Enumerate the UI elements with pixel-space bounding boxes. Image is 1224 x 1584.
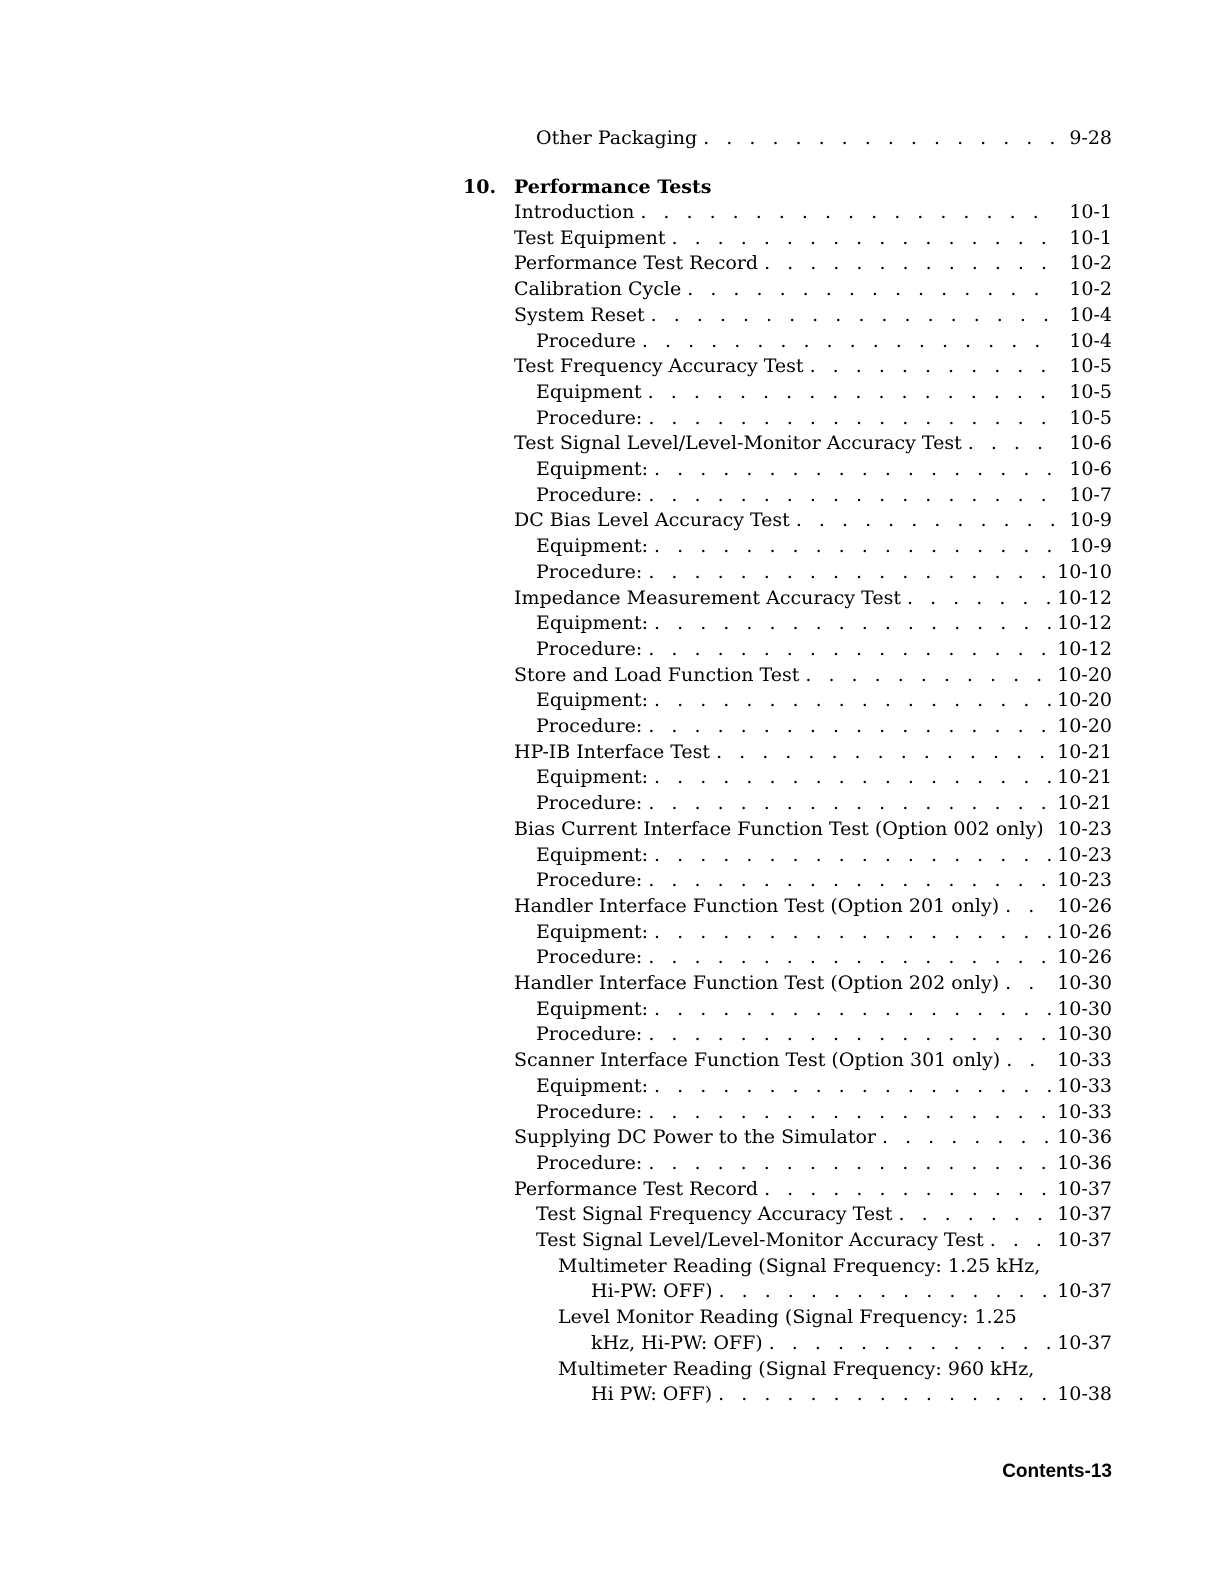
toc-entry-page: 9-28 (1069, 127, 1112, 149)
toc-entry[interactable] (514, 354, 1112, 379)
toc-entry[interactable] (514, 1048, 1112, 1073)
dot-leader (719, 1279, 1052, 1304)
toc-entry-title-line1[interactable]: Multimeter Reading (Signal Frequency: 960 kHz, (558, 1357, 1035, 1380)
toc-entry-title: Supplying DC Power to the Simulator (514, 1126, 876, 1149)
toc-entry-title: Equipment: (536, 766, 649, 789)
dot-leader (716, 740, 1051, 765)
toc-entry[interactable] (536, 329, 1112, 354)
toc-entry[interactable] (536, 406, 1112, 431)
toc-entry-page: 10-26 (1057, 894, 1112, 917)
toc-entry-title: Procedure: (536, 637, 643, 660)
toc-entry-page: 10-2 (1069, 252, 1112, 275)
toc-entry[interactable] (536, 1022, 1112, 1047)
dot-leader (648, 637, 1051, 662)
toc-entry-page: 10-37 (1057, 1203, 1112, 1226)
toc-entry-title: HP-IB Interface Test (514, 740, 711, 763)
toc-entry[interactable] (536, 714, 1112, 739)
toc-entry[interactable] (514, 508, 1112, 533)
toc-entry[interactable] (536, 868, 1112, 893)
toc-entry[interactable] (514, 894, 1112, 919)
toc-entry[interactable] (536, 560, 1112, 585)
toc-entry-title: Procedure: (536, 406, 643, 429)
toc-entry-title-line1[interactable]: Level Monitor Reading (Signal Frequency: 1.25 (558, 1306, 1017, 1329)
toc-entry-page: 10-30 (1057, 1023, 1112, 1046)
toc-entry[interactable] (514, 431, 1112, 456)
toc-entry-title: Procedure: (536, 792, 643, 815)
dot-leader (687, 277, 1056, 302)
toc-entry-page: 10-4 (1069, 329, 1112, 352)
toc-entry[interactable] (536, 534, 1112, 559)
dot-leader (648, 380, 1056, 405)
toc-entry-page: 10-10 (1057, 560, 1112, 583)
toc-entry-page: 10-4 (1069, 303, 1112, 326)
toc-entry-page: 10-23 (1057, 817, 1112, 840)
dot-leader (1005, 971, 1051, 996)
toc-entry[interactable] (514, 663, 1112, 688)
toc-entry-title-line1[interactable]: Multimeter Reading (Signal Frequency: 1.25 kHz, (558, 1254, 1041, 1277)
toc-entry-page: 10-36 (1057, 1151, 1112, 1174)
dot-leader (1006, 1048, 1051, 1073)
dot-leader (968, 431, 1056, 456)
toc-entry[interactable] (514, 303, 1112, 328)
toc-entry-page: 10-20 (1057, 663, 1112, 686)
dot-leader (764, 1177, 1051, 1202)
toc-entry[interactable] (536, 457, 1112, 482)
toc-entry-title: Store and Load Function Test (514, 663, 800, 686)
toc-entry[interactable] (514, 1125, 1112, 1150)
toc-entry-page: 10-26 (1057, 920, 1112, 943)
toc-entry-title: Calibration Cycle (514, 278, 682, 301)
toc-entry-page: 10-38 (1057, 1383, 1112, 1406)
dot-leader (990, 1228, 1051, 1253)
toc-entry-page: 10-1 (1069, 226, 1112, 249)
toc-entry-title: Equipment: (536, 612, 649, 635)
toc-entry[interactable] (514, 226, 1112, 251)
toc-entry-title: Equipment: (536, 458, 649, 480)
toc-entry[interactable] (536, 611, 1112, 636)
toc-entry-page: 10-1 (1069, 201, 1112, 223)
toc-entry[interactable] (536, 843, 1112, 868)
toc-entry-page: 10-6 (1069, 458, 1112, 480)
toc-entry[interactable] (536, 1074, 1112, 1099)
chapter-number: 10. (463, 176, 497, 198)
toc-entry[interactable] (514, 200, 1112, 225)
dot-leader (648, 791, 1051, 816)
toc-entry[interactable] (514, 1177, 1112, 1202)
toc-entry[interactable] (536, 1202, 1112, 1227)
toc-entry-page: 10-21 (1057, 792, 1112, 815)
toc-entry-page: 10-5 (1069, 406, 1112, 429)
toc-entry-title: Procedure: (536, 560, 643, 583)
toc-entry-page: 10-20 (1057, 715, 1112, 737)
toc-entry[interactable] (514, 277, 1112, 302)
dot-leader (654, 843, 1051, 868)
toc-entry-page: 10-21 (1057, 766, 1112, 789)
toc-entry-page: 10-30 (1057, 972, 1112, 994)
page-footer: Contents-13 (1002, 1461, 1112, 1482)
toc-entry-page: 10-21 (1057, 740, 1112, 763)
dot-leader (769, 1331, 1052, 1356)
toc-entry-page: 10-5 (1069, 355, 1112, 378)
toc-entry-carryover[interactable] (536, 126, 1112, 151)
toc-entry-title: Procedure (536, 329, 636, 352)
dot-leader (810, 354, 1056, 379)
toc-entry-page: 10-9 (1069, 509, 1112, 532)
toc-entry-title-line2: Hi PW: OFF) (591, 1383, 713, 1406)
dot-leader (648, 714, 1051, 739)
dot-leader (648, 868, 1051, 893)
toc-entry-page: 10-12 (1057, 612, 1112, 635)
toc-entry-title: Handler Interface Function Test (Option 202 only) (514, 972, 1000, 994)
dot-leader (648, 1151, 1051, 1176)
toc-entry-title: Equipment: (536, 997, 649, 1020)
toc-entry-page: 10-5 (1069, 380, 1112, 403)
toc-entry[interactable] (536, 765, 1112, 790)
toc-entry-page: 10-37 (1057, 1331, 1112, 1354)
dot-leader (764, 251, 1056, 276)
toc-entry-page: 10-26 (1057, 946, 1112, 969)
dot-leader (640, 200, 1056, 225)
toc-entry-title: Procedure: (536, 1100, 643, 1123)
toc-entry-title-line2: kHz, Hi-PW: OFF) (591, 1331, 763, 1354)
toc-entry-page: 10-33 (1057, 1074, 1112, 1097)
toc-entry[interactable] (536, 791, 1112, 816)
dot-leader (907, 586, 1051, 611)
dot-leader (805, 663, 1051, 688)
dot-leader (654, 611, 1051, 636)
dot-leader (651, 303, 1056, 328)
toc-entry[interactable] (536, 1100, 1112, 1125)
dot-leader (672, 226, 1056, 251)
toc-entry-title-line2: Hi-PW: OFF) (591, 1280, 713, 1303)
chapter-title[interactable]: Performance Tests (514, 176, 712, 198)
toc-entry-title: Bias Current Interface Function Test (Option 002 only) (514, 817, 1044, 840)
dot-leader (648, 1100, 1051, 1125)
toc-entry-title: Test Signal Frequency Accuracy Test (536, 1203, 893, 1226)
toc-entry-title: DC Bias Level Accuracy Test (514, 509, 790, 532)
toc-entry[interactable] (536, 483, 1112, 508)
dot-leader (654, 457, 1056, 482)
toc-entry-page: 10-2 (1069, 278, 1112, 301)
toc-entry-title: Handler Interface Function Test (Option 201 only) (514, 894, 1000, 917)
dot-leader (654, 920, 1051, 945)
toc-entry[interactable] (536, 1228, 1112, 1253)
toc-entry[interactable] (536, 1151, 1112, 1176)
dot-leader (648, 483, 1056, 508)
toc-entry-page: 10-37 (1057, 1229, 1112, 1251)
toc-entry-title: Procedure: (536, 869, 643, 892)
toc-entry-page: 10-6 (1069, 432, 1112, 455)
toc-entry[interactable] (536, 945, 1112, 970)
toc-entry[interactable] (536, 997, 1112, 1022)
toc-entry-title: Equipment: (536, 920, 649, 943)
toc-entry[interactable] (514, 740, 1112, 765)
toc-entry-title: Introduction (514, 201, 635, 223)
toc-entry-title: Impedance Measurement Accuracy Test (514, 586, 901, 609)
toc-entry-title: Procedure: (536, 946, 643, 969)
dot-leader (648, 1022, 1051, 1047)
toc-entry-title: Equipment (536, 380, 642, 403)
toc-entry-title: Equipment: (536, 689, 649, 712)
toc-entry[interactable] (514, 586, 1112, 611)
toc-entry-title: Other Packaging (536, 127, 698, 149)
toc-entry-title: Scanner Interface Function Test (Option 301 only) (514, 1049, 1001, 1072)
toc-entry-title: Equipment: (536, 535, 649, 558)
toc-entry[interactable] (591, 1331, 1112, 1356)
toc-entry-title: Performance Test Record (514, 252, 759, 275)
toc-entry-page: 10-33 (1057, 1100, 1112, 1123)
toc-entry-page: 10-23 (1057, 843, 1112, 866)
toc-entry-page: 10-37 (1057, 1280, 1112, 1303)
toc-entry[interactable] (514, 251, 1112, 276)
toc-entry[interactable] (591, 1382, 1112, 1407)
toc-entry-title: Performance Test Record (514, 1177, 759, 1200)
dot-leader (654, 1074, 1051, 1099)
toc-entry-title: Procedure: (536, 1023, 643, 1046)
toc-entry-title: Procedure: (536, 1151, 643, 1174)
dot-leader (648, 406, 1056, 431)
toc-entry-page: 10-12 (1057, 586, 1112, 609)
dot-leader (1005, 894, 1051, 919)
dot-leader (654, 534, 1056, 559)
toc-entry-title: Test Signal Level/Level-Monitor Accuracy Test (514, 432, 962, 455)
dot-leader (882, 1125, 1051, 1150)
toc-entry[interactable] (536, 380, 1112, 405)
toc-entry-title: Test Signal Level/Level-Monitor Accuracy Test (536, 1229, 984, 1251)
dot-leader (1050, 817, 1052, 842)
toc-entry-title: Procedure: (536, 483, 643, 506)
toc-entry[interactable] (536, 688, 1112, 713)
dot-leader (648, 945, 1051, 970)
toc-entry-page: 10-33 (1057, 1049, 1112, 1072)
toc-entry[interactable] (591, 1279, 1112, 1304)
toc-entry-page: 10-30 (1057, 997, 1112, 1020)
dot-leader (796, 508, 1056, 533)
dot-leader (654, 997, 1051, 1022)
toc-entry-page: 10-20 (1057, 689, 1112, 712)
toc-entry[interactable] (536, 920, 1112, 945)
toc-entry[interactable] (514, 817, 1112, 842)
toc-entry-title: Equipment: (536, 1074, 649, 1097)
toc-entry-title: Test Frequency Accuracy Test (514, 355, 804, 378)
dot-leader (718, 1382, 1051, 1407)
toc-entry-title: Procedure: (536, 715, 643, 737)
toc-entry-page: 10-37 (1057, 1177, 1112, 1200)
toc-entry-page: 10-9 (1069, 535, 1112, 558)
dot-leader (648, 560, 1051, 585)
toc-entry-title: System Reset (514, 303, 645, 326)
dot-leader (654, 688, 1051, 713)
toc-entry-title: Equipment: (536, 843, 649, 866)
toc-entry-page: 10-12 (1057, 637, 1112, 660)
toc-entry-page: 10-23 (1057, 869, 1112, 892)
toc-entry-page: 10-36 (1057, 1126, 1112, 1149)
toc-entry-page: 10-7 (1069, 483, 1112, 506)
toc-entry[interactable] (514, 971, 1112, 996)
toc-entry[interactable] (536, 637, 1112, 662)
toc-entry-title: Test Equipment (514, 226, 666, 249)
dot-leader (899, 1202, 1052, 1227)
dot-leader (642, 329, 1056, 354)
dot-leader (703, 126, 1056, 151)
dot-leader (654, 765, 1051, 790)
